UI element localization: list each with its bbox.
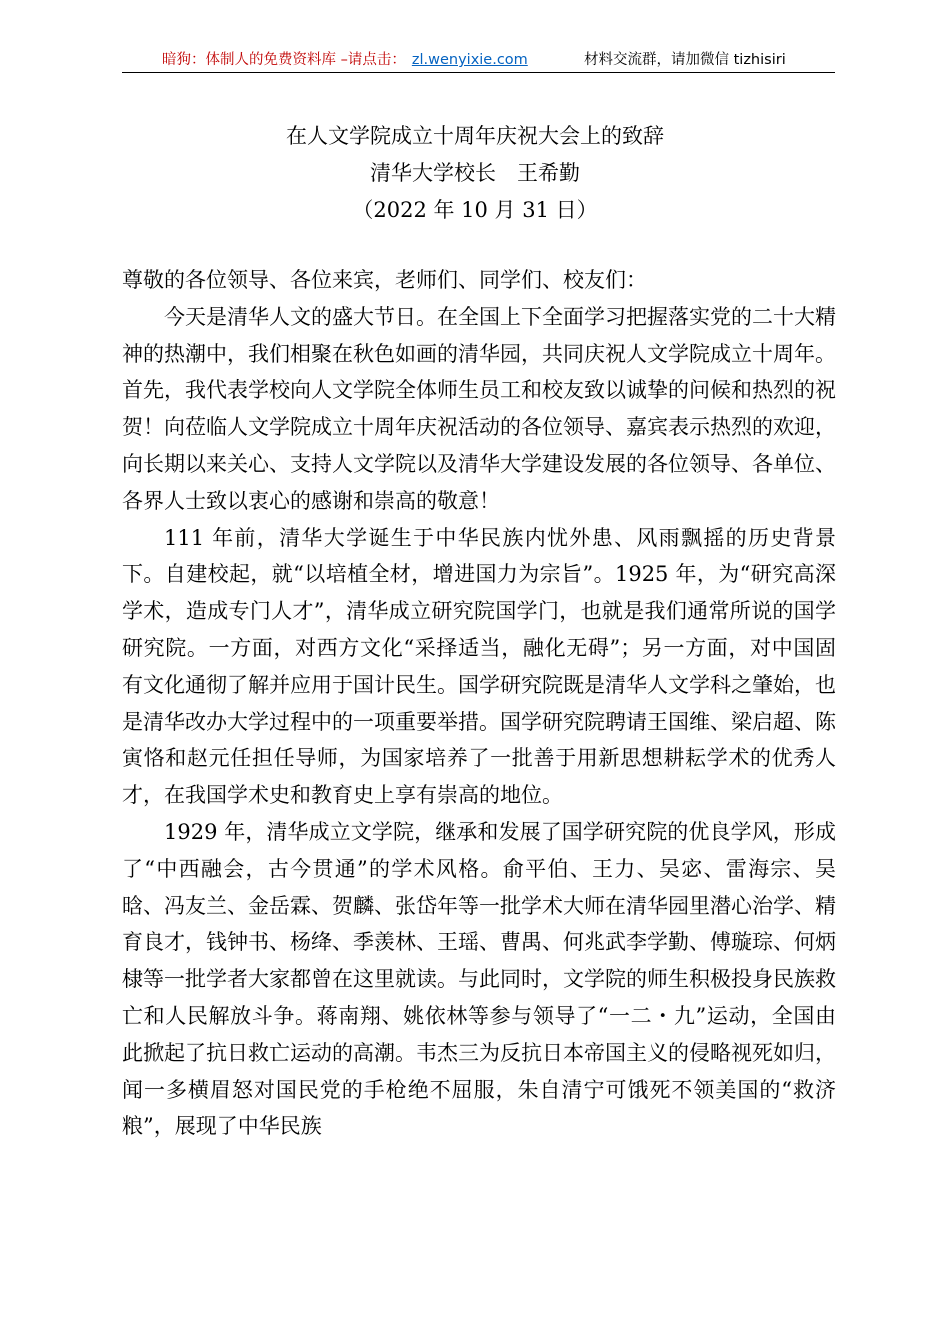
paragraph-3: 1929 年，清华成立文学院，继承和发展了国学研究院的优良学风，形成了“中西融会，古今贯通”的学术风格。俞平伯、王力、吴宓、雷海宗、吴晗、冯友兰、金岳霖、贺麟、张岱年等一批学术大师在清华园里潜心治学、精育良才，钱钟书、杨绛、季羡林、王瑶、曹禺、何兆武李学勤、傅璇琮、何炳棣等一批学者大家都曾在这里就读。与此同时，文学院的师生积极投身民族救亡和人民解放斗争。蒋南翔、姚依林等参与领导了“一二・九”运动，全国由此掀起了抗日救亡运动的高潮。韦杰三为反抗日本帝国主义的侵略视死如归，闻一多横眉怒对国民党的手枪绝不屈服，朱自清宁可饿死不领美国的“救济粮”，展现了中华民族 (122, 819, 836, 1139)
speaker-line: 清华大学校长 王希勤 (370, 161, 580, 185)
header-link[interactable]: zl.wenyixie.com (411, 52, 528, 68)
page-header (122, 44, 835, 73)
speech-body (122, 262, 836, 1145)
header-promo: 暗狗：体制人的免费资料库 (162, 52, 336, 68)
salutation: 尊敬的各位领导、各位来宾，老师们、同学们、校友们： (122, 268, 647, 292)
speech-title: 在人文学院成立十周年庆祝大会上的致辞 (286, 124, 664, 148)
header-group-note: 材料交流群，请加微信 tizhisiri (584, 52, 786, 68)
title-block (0, 118, 950, 229)
paragraph-1: 今天是清华人文的盛大节日。在全国上下全面学习把握落实党的二十大精神的热潮中，我们相聚在秋色如画的清华园，共同庆祝人文学院成立十周年。首先，我代表学校向人文学院全体师生员工和校友致以诚挚的问候和热烈的祝贺！向莅临人文学院成立十周年庆祝活动的各位领导、嘉宾表示热烈的欢迎，向长期以来关心、支持人文学院以及清华大学建设发展的各位领导、各单位、各界人士致以衷心的感谢和崇高的敬意！ (122, 304, 836, 513)
paragraph-2: 111 年前，清华大学诞生于中华民族内忧外患、风雨飘摇的历史背景下。自建校起，就“以培植全材，增进国力为宗旨”。1925 年，为“研究高深学术，造成专门人才”，清华成立研究院国学门，也就是我们通常所说的国学研究院。一方面，对西方文化“采择适当，融化无碍”；另一方面，对中国固有文化通彻了解并应用于国计民生。国学研究院既是清华人文学科之肇始，也是清华改办大学过程中的一项重要举措。国学研究院聘请王国维、梁启超、陈寅恪和赵元任担任导师，为国家培养了一批善于用新思想耕耘学术的优秀人才，在我国学术史和教育史上享有崇高的地位。 (122, 525, 836, 808)
speech-date: （2022 年 10 月 31 日） (352, 198, 598, 222)
header-promo-line (162, 48, 528, 69)
header-click-label: –请点击： (336, 52, 406, 68)
